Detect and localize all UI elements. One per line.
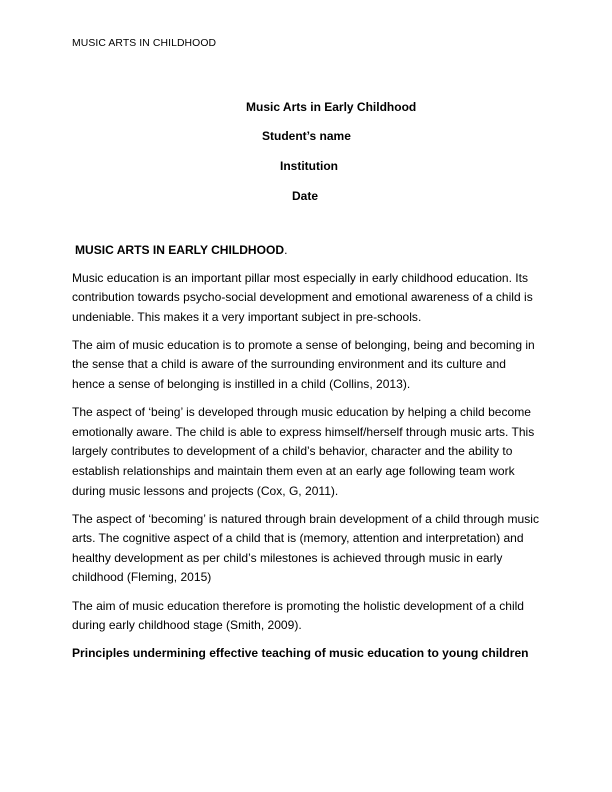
body-text — [72, 241, 542, 664]
paragraph-4: The aspect of ‘becoming’ is natured through brain development of a child through music arts. The cognitive aspect of a child that is (memory, attention and interpretation) and healthy development as per child’s milestones is achieved through music in early childhood (Fleming, 2015) — [72, 511, 539, 585]
section-heading — [75, 241, 542, 261]
paragraph-3: The aspect of ‘being’ is developed through music education by helping a child become emotionally aware. The child is able to express himself/herself through music arts. This largely contributes to development of a child’s behavior, character and the ability to establish relationships and maintain them even at an early age following team work during music lessons and projects (Cox, G, 2011). — [72, 405, 535, 498]
section-heading-period: . — [284, 243, 288, 257]
date: Date — [292, 189, 319, 203]
paragraph-2: The aim of music education is to promote a sense of belonging, being and becoming in the sense that a child is aware of the surrounding environment and its culture and hence a sense of belonging is instilled in a child (Collins, 2013). — [72, 337, 535, 392]
subheading-principles: Principles undermining effective teaching of music education to young children — [72, 646, 529, 661]
student-name: Student’s name — [262, 129, 351, 143]
document-title: Music Arts in Early Childhood — [246, 100, 417, 114]
running-header: MUSIC ARTS IN CHILDHOOD — [72, 38, 217, 49]
paragraph-5: The aim of music education therefore is promoting the holistic development of a child during early childhood stage (Smith, 2009). — [72, 598, 524, 633]
institution: Institution — [280, 159, 338, 173]
section-heading-text: MUSIC ARTS IN EARLY CHILDHOOD — [75, 243, 285, 257]
paragraph-1: Music education is an important pillar most especially in early childhood education. Its contribution towards psycho-social development and emotional awareness of a child is undeniable. This makes it a very important subject in pre-schools. — [72, 270, 533, 324]
